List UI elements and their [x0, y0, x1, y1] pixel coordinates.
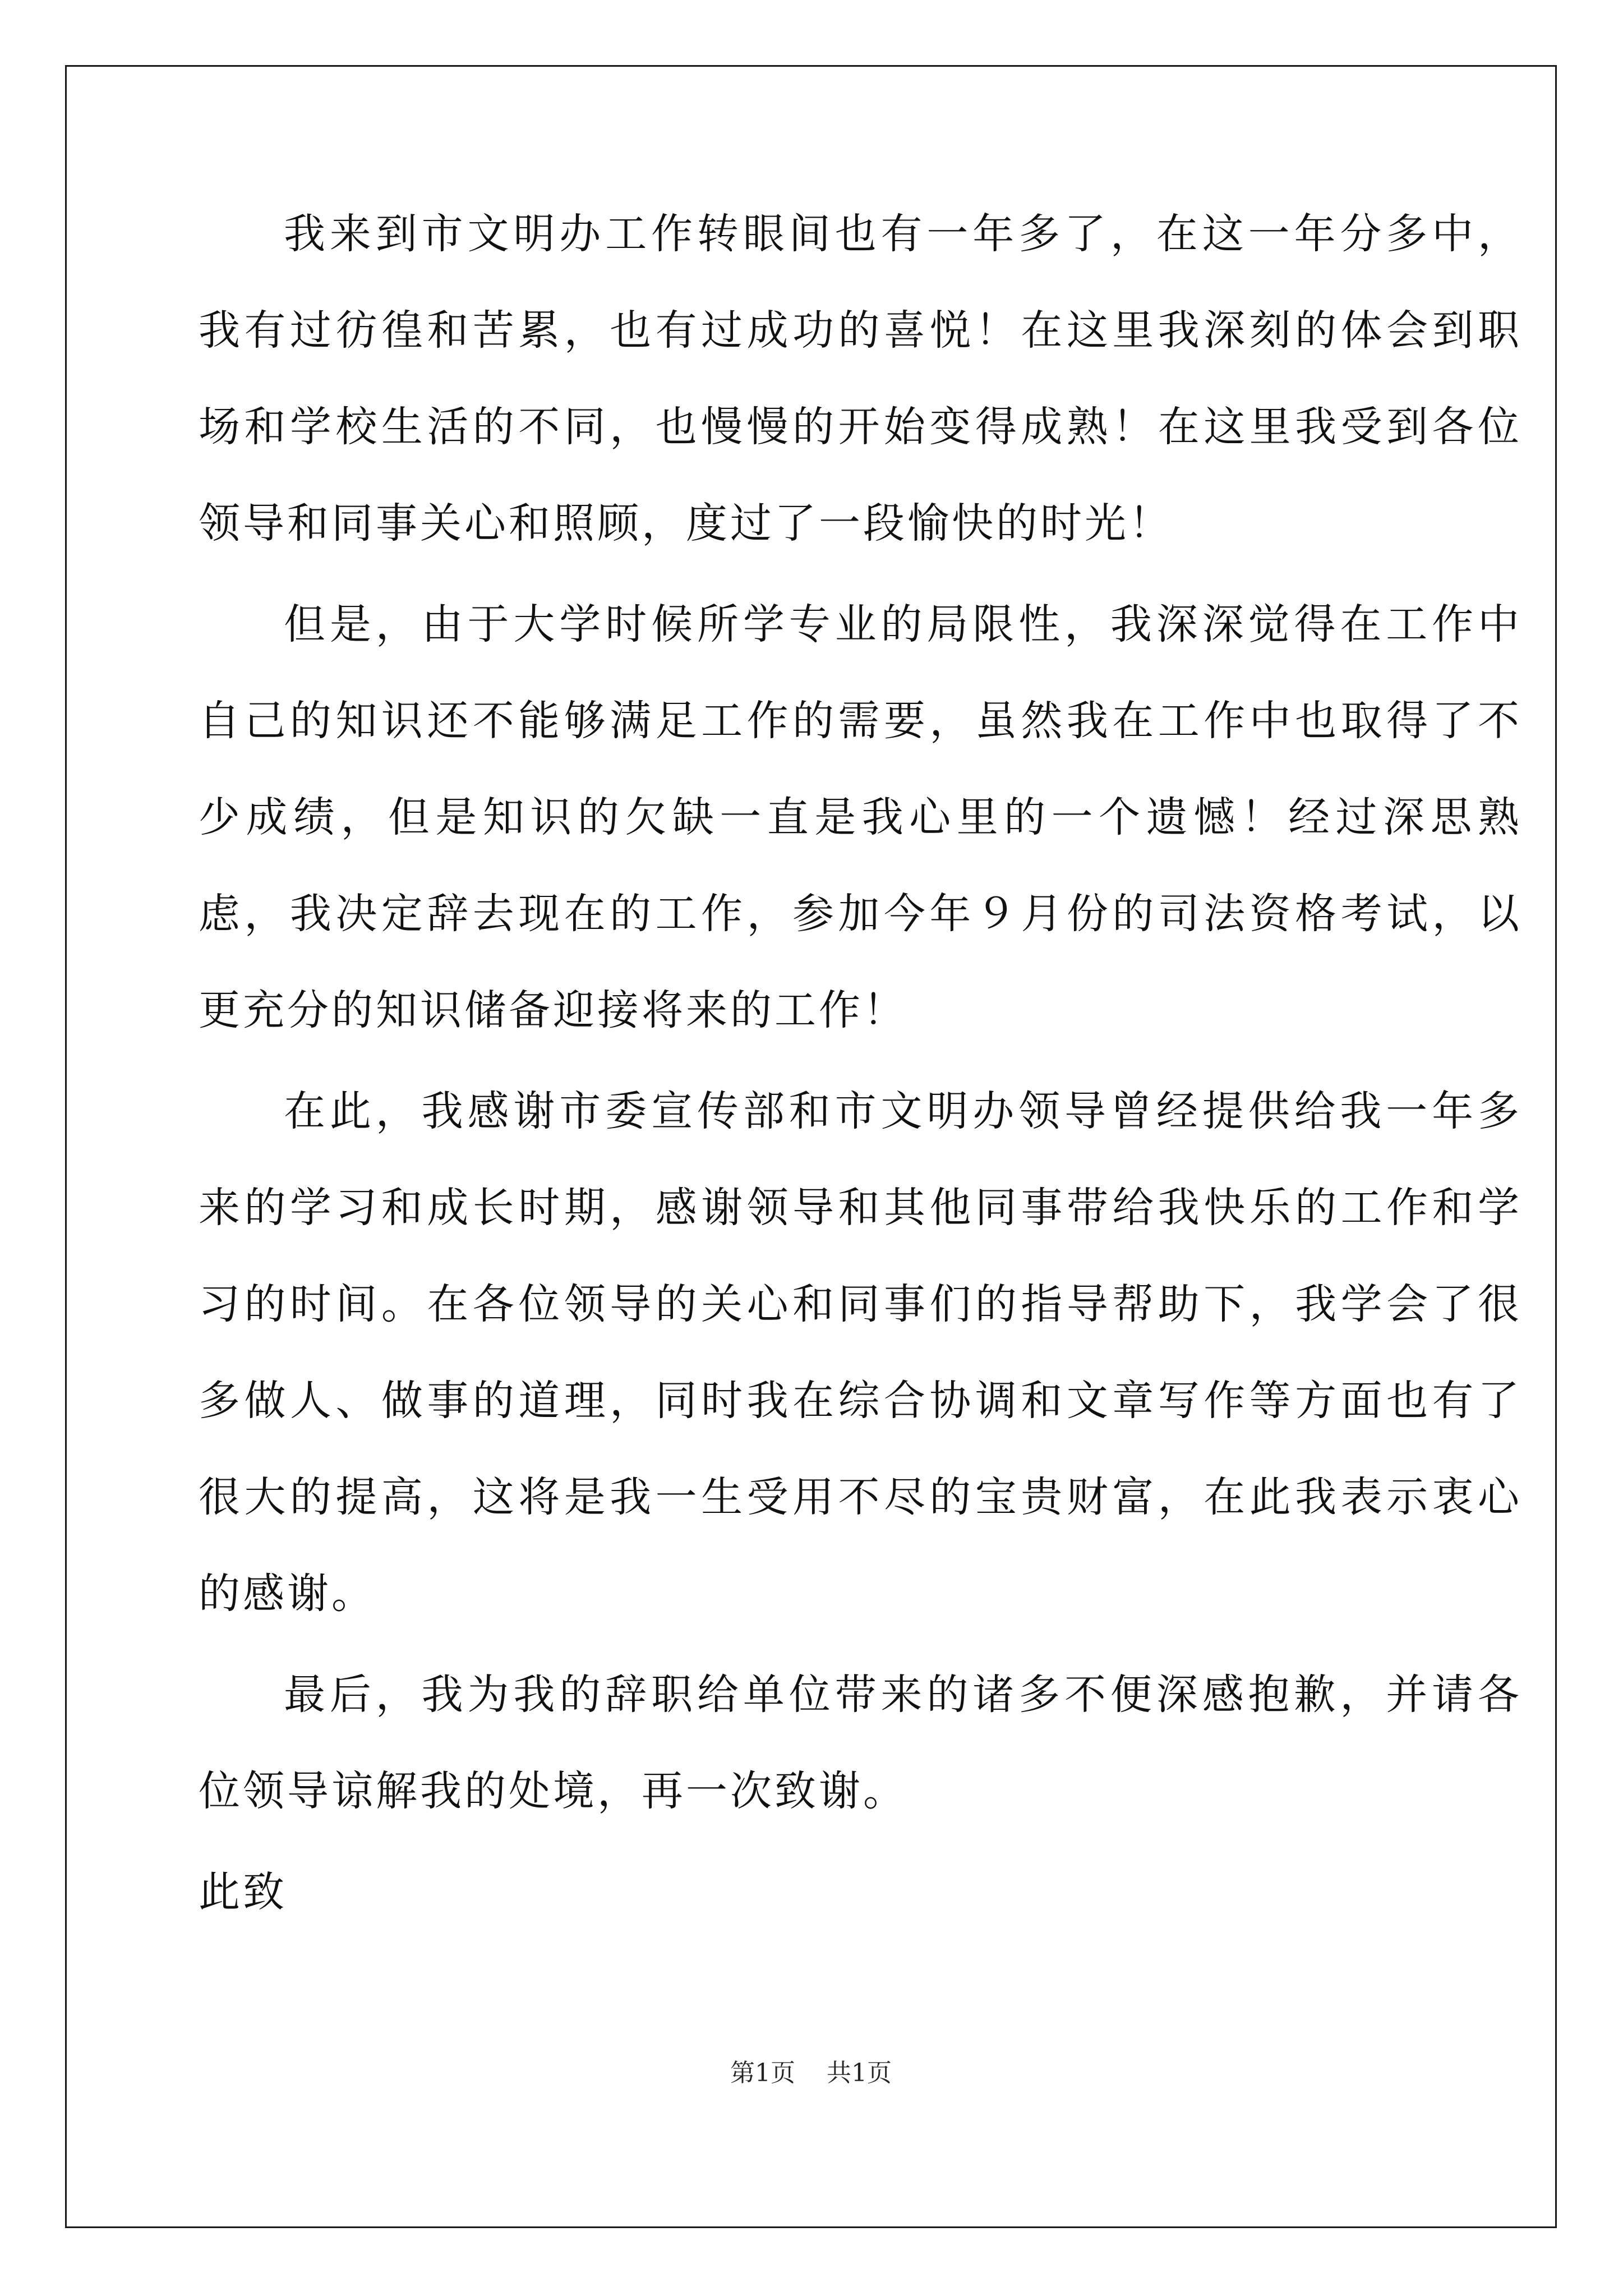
paragraph-2: 但是，由于大学时候所学专业的局限性，我深深觉得在工作中自己的知识还不能够满足工作的需要，虽然我在工作中也取得了不少成绩，但是知识的欠缺一直是我心里的一个遗憾！经过深思熟虑，我决定辞去现在的工作，参加今年９月份的司法资格考试，以更充分的知识储备迎接将来的工作！ — [199, 600, 1522, 1034]
page-footer — [67, 2053, 1555, 2088]
closing-salutation: 此致 — [199, 1868, 287, 1916]
paragraph-3: 在此，我感谢市委宣传部和市文明办领导曾经提供给我一年多来的学习和成长时期，感谢领导和其他同事带给我快乐的工作和学习的时间。在各位领导的关心和同事们的指导帮助下，我学会了很多做人、做事的道理，同时我在综合协调和文章写作等方面也有了很大的提高，这将是我一生受用不尽的宝贵财富，在此我表示衷心的感谢。 — [199, 1087, 1522, 1618]
page-number-current: 第1页 — [730, 2059, 795, 2087]
paragraph-4: 最后，我为我的辞职给单位带来的诸多不便深感抱歉，并请各位领导谅解我的处境，再一次致谢。 — [199, 1671, 1522, 1815]
letter-body — [199, 186, 1522, 1940]
page-frame — [65, 65, 1557, 2228]
page-number-total: 共1页 — [827, 2059, 892, 2087]
paragraph-1: 我来到市文明办工作转眼间也有一年多了，在这一年分多中，我有过彷徨和苦累，也有过成功的喜悦！在这里我深刻的体会到职场和学校生活的不同，也慢慢的开始变得成熟！在这里我受到各位领导和同事关心和照顾，度过了一段愉快的时光！ — [199, 210, 1522, 547]
